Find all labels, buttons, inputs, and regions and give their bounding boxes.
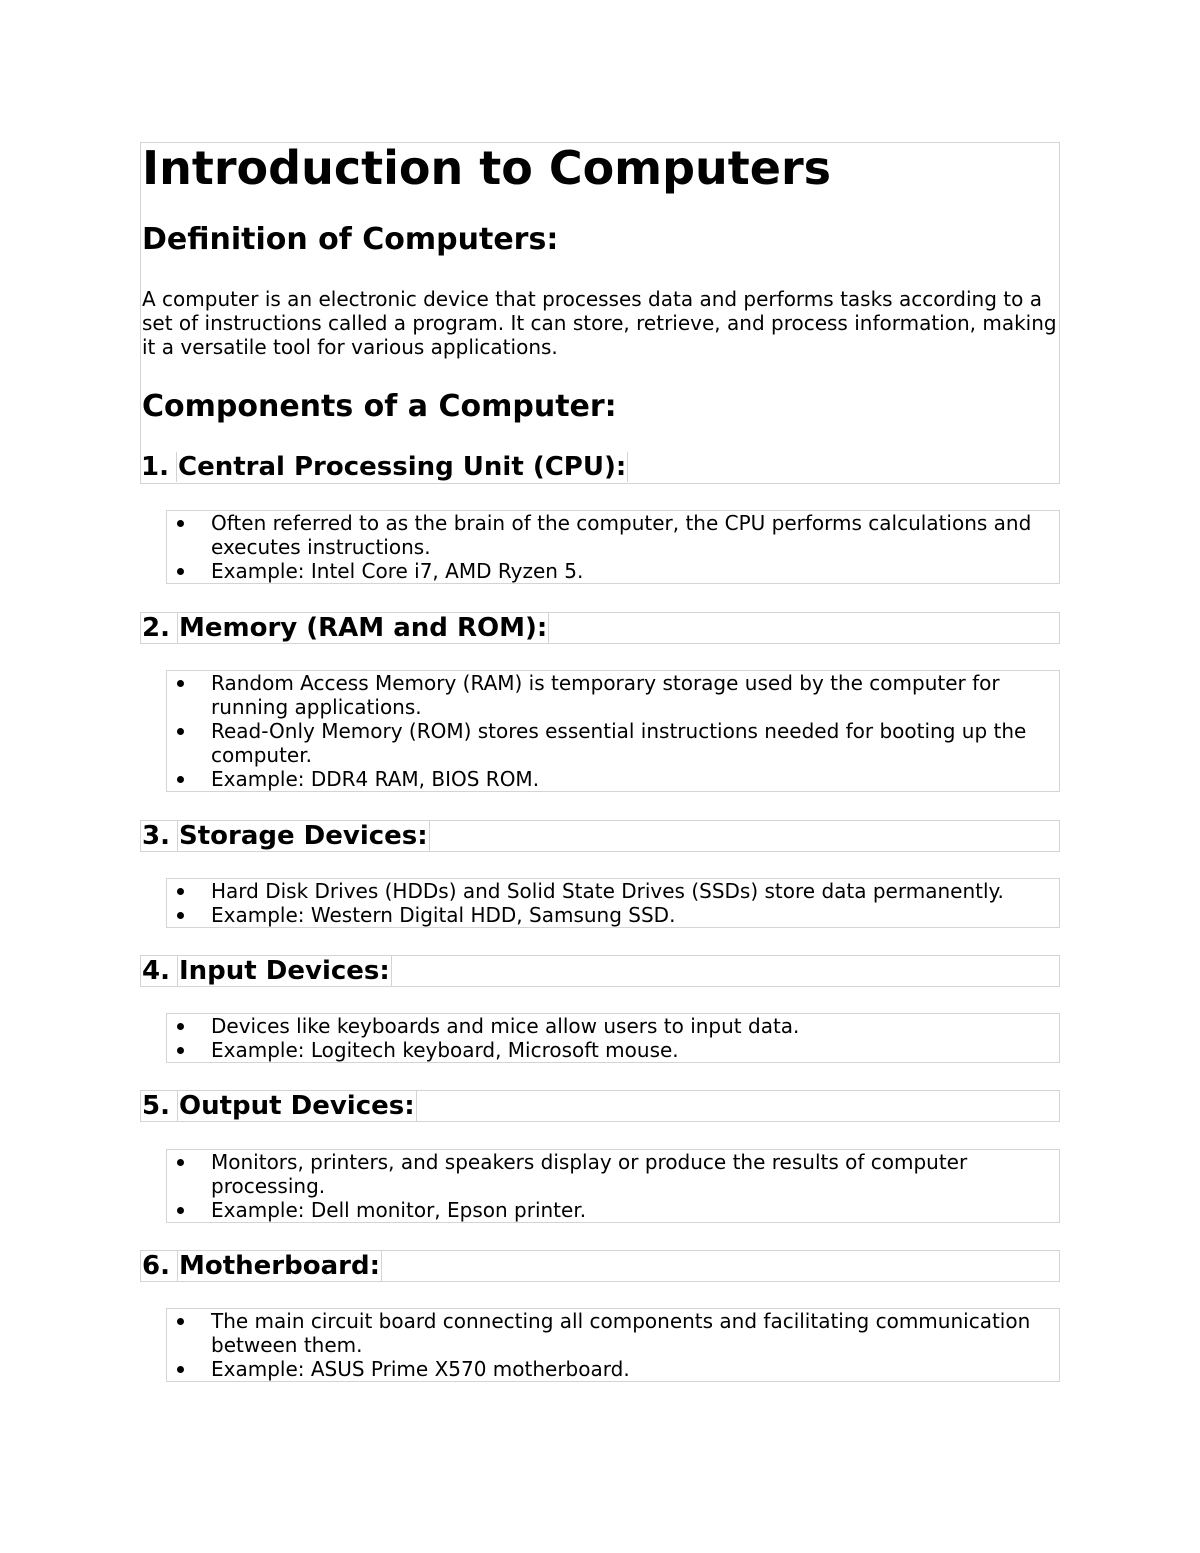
- component-list-output: [166, 1149, 1060, 1223]
- list-item: Example: Dell monitor, Epson printer.: [167, 1198, 1059, 1222]
- list-item: Hard Disk Drives (HDDs) and Solid State Drives (SSDs) store data permanently.: [167, 879, 1059, 903]
- component-label: Storage Devices:: [179, 821, 428, 851]
- list-item: The main circuit board connecting all components and facilitating communication between them.: [167, 1309, 1059, 1357]
- component-number: 4.: [142, 956, 170, 986]
- component-heading-motherboard: [140, 1250, 1060, 1282]
- component-list-storage: [166, 878, 1060, 928]
- component-list-input: [166, 1013, 1060, 1063]
- list-item: Read-Only Memory (ROM) stores essential instructions needed for booting up the computer.: [167, 719, 1059, 767]
- definition-text: A computer is an electronic device that processes data and performs tasks according to a set of instructions called a program. It can store, retrieve, and process information, making it a versatile tool for various applications.: [142, 287, 1057, 359]
- page-title: Introduction to Computers: [142, 141, 832, 195]
- component-label: Central Processing Unit (CPU):: [178, 452, 627, 482]
- definition-heading: Definition of Computers:: [142, 222, 559, 257]
- component-heading-memory: [140, 612, 1060, 644]
- component-number: 5.: [142, 1091, 170, 1121]
- list-item: Example: Intel Core i7, AMD Ryzen 5.: [167, 559, 1059, 583]
- component-heading-output: [140, 1090, 1060, 1122]
- component-heading-cpu: [140, 452, 1060, 484]
- component-heading-storage: [140, 820, 1060, 852]
- list-item: Example: Western Digital HDD, Samsung SSD.: [167, 903, 1059, 927]
- component-number: 1.: [141, 452, 169, 482]
- component-number: 3.: [142, 821, 170, 851]
- list-item: Example: ASUS Prime X570 motherboard.: [167, 1357, 1059, 1381]
- components-heading: Components of a Computer:: [142, 389, 617, 424]
- component-list-motherboard: [166, 1308, 1060, 1382]
- list-item: Often referred to as the brain of the computer, the CPU performs calculations and executes instructions.: [167, 511, 1059, 559]
- list-item: Monitors, printers, and speakers display or produce the results of computer processing.: [167, 1150, 1059, 1198]
- list-item: Example: DDR4 RAM, BIOS ROM.: [167, 767, 1059, 791]
- component-number: 6.: [142, 1251, 170, 1281]
- component-heading-input: [140, 955, 1060, 987]
- component-list-memory: [166, 670, 1060, 792]
- list-item: Devices like keyboards and mice allow users to input data.: [167, 1014, 1059, 1038]
- component-label: Input Devices:: [179, 956, 390, 986]
- component-list-cpu: [166, 510, 1060, 584]
- component-label: Output Devices:: [179, 1091, 415, 1121]
- component-label: Motherboard:: [179, 1251, 380, 1281]
- list-item: Example: Logitech keyboard, Microsoft mouse.: [167, 1038, 1059, 1062]
- component-label: Memory (RAM and ROM):: [179, 613, 548, 643]
- component-number: 2.: [142, 613, 170, 643]
- list-item: Random Access Memory (RAM) is temporary storage used by the computer for running applications.: [167, 671, 1059, 719]
